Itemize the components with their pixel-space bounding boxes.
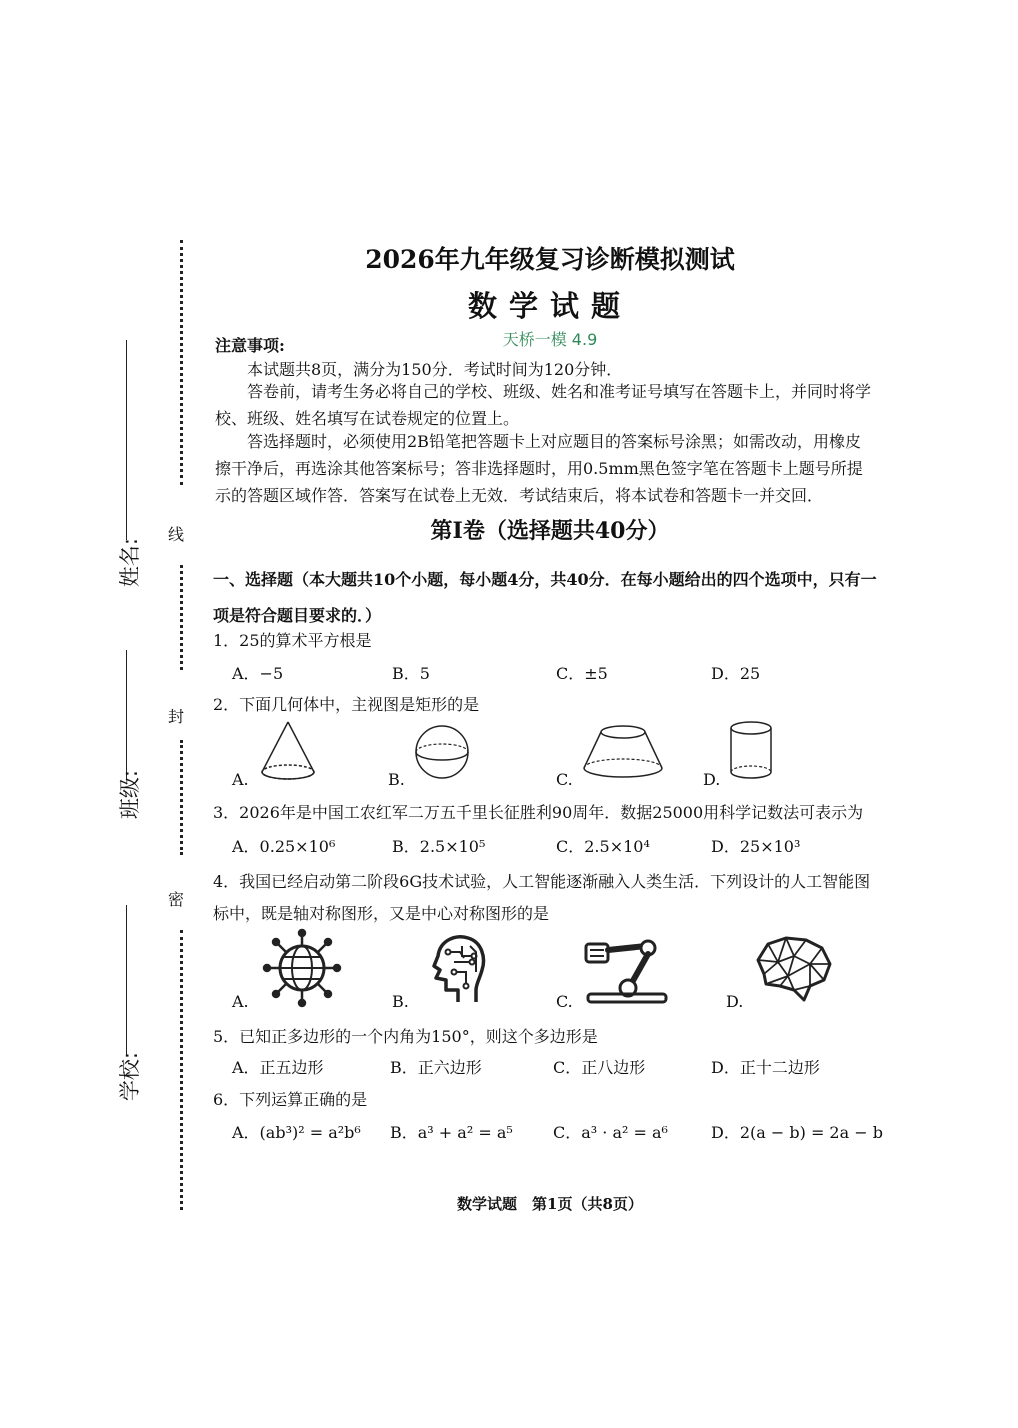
question-2-option-d: D. — [703, 770, 721, 789]
school-underline — [126, 905, 127, 1055]
notice-paragraph-3: 答选择题时，必须使用2B铅笔把答题卡上对应题目的答案标号涂黑；如需改动，用橡皮擦干净后，再选涂其他答案标号；答非选择题时，用0.5mm黑色签字笔在答题卡上题号所提示的答题区域作答．答案写在试卷上无效．考试结束后，将本试卷和答题卡一并交回． — [215, 432, 863, 505]
section-title: 第Ⅰ卷（选择题共40分） — [430, 518, 670, 544]
school-label: 学校: — [118, 1052, 142, 1102]
question-2-option-b: B. — [388, 770, 405, 789]
cone-icon — [258, 720, 318, 782]
question-1-option-d: D．25 — [711, 664, 761, 683]
question-4-option-c: C. — [556, 992, 573, 1011]
seal-dotted-line-4 — [180, 930, 183, 1210]
question-5-option-b: B．正六边形 — [390, 1058, 482, 1077]
name-label: 姓名: — [118, 538, 142, 588]
seal-char-line: 线 — [168, 525, 185, 544]
question-1-option-a: A．−5 — [232, 664, 284, 683]
question-1-option-b: B．5 — [392, 664, 430, 683]
frustum-icon — [580, 724, 666, 780]
question-6-option-a: A．(ab³)² = a²b⁶ — [232, 1123, 361, 1142]
question-4-stem: 4．我国已经启动第二阶段6G技术试验，人工智能逐渐融入人类生活．下列设计的人工智能图标中，既是轴对称图形，又是中心对称图形的是 — [213, 872, 871, 923]
notice-title: 注意事项: — [215, 336, 285, 355]
section-intro: 一、选择题（本大题共10个小题，每小题4分，共40分．在每小题给出的四个选项中，只有一项是符合题目要求的．） — [213, 570, 877, 625]
class-underline — [126, 650, 127, 780]
seal-char-seal: 封 — [168, 707, 185, 726]
class-label: 班级: — [118, 770, 142, 820]
polygon-brain-icon — [754, 934, 832, 1004]
ai-head-icon — [418, 932, 488, 1004]
question-3-option-d: D．25×10³ — [711, 837, 801, 856]
question-2-option-a: A. — [232, 770, 249, 789]
seal-dotted-line-2 — [180, 565, 183, 670]
question-6-option-d: D．2(a − b) = 2a − b — [711, 1123, 883, 1142]
question-4-option-b: B. — [392, 992, 409, 1011]
question-3-stem: 3．2026年是中国工农红军二万五千里长征胜利90周年．数据25000用科学记数法可表示为 — [213, 803, 864, 822]
question-2-option-c: C. — [556, 770, 573, 789]
question-2-stem: 2．下面几何体中，主视图是矩形的是 — [213, 695, 480, 714]
question-5-option-d: D．正十二边形 — [711, 1058, 820, 1077]
question-5-option-a: A．正五边形 — [232, 1058, 324, 1077]
question-3-option-b: B．2.5×10⁵ — [392, 837, 486, 856]
exam-title: 2026年九年级复习诊断模拟测试 — [365, 245, 735, 274]
seal-char-secret: 密 — [168, 890, 185, 909]
question-1-option-c: C．±5 — [556, 664, 608, 683]
question-5-option-c: C．正八边形 — [553, 1058, 646, 1077]
exam-stamp: 天桥一模 4.9 — [502, 330, 598, 349]
question-1-stem: 1．25的算术平方根是 — [213, 631, 372, 650]
sphere-icon — [414, 724, 470, 780]
question-3-option-c: C．2.5×10⁴ — [556, 837, 650, 856]
question-6-stem: 6．下列运算正确的是 — [213, 1090, 368, 1109]
subject-title: 数学试题 — [467, 289, 632, 323]
question-5-stem: 5．已知正多边形的一个内角为150°，则这个多边形是 — [213, 1027, 598, 1046]
seal-dotted-line-3 — [180, 740, 183, 855]
globe-network-icon — [264, 930, 340, 1006]
question-6-option-c: C．a³ · a² = a⁶ — [553, 1123, 668, 1142]
question-4-option-a: A. — [232, 992, 249, 1011]
robot-arm-icon — [584, 936, 670, 1004]
question-6-option-b: B．a³ + a² = a⁵ — [390, 1123, 513, 1142]
notice-paragraph-1: 本试题共8页，满分为150分．考试时间为120分钟． — [247, 360, 623, 379]
question-4-option-d: D. — [726, 992, 744, 1011]
seal-dotted-line-1 — [180, 240, 183, 485]
cylinder-icon — [728, 720, 774, 782]
question-3-option-a: A．0.25×10⁶ — [232, 837, 336, 856]
notice-paragraph-2: 答卷前，请考生务必将自己的学校、班级、姓名和准考证号填写在答题卡上，并同时将学校、班级、姓名填写在试卷规定的位置上。 — [215, 382, 872, 428]
name-underline — [126, 340, 127, 540]
page-footer: 数学试题 第1页（共8页） — [457, 1195, 643, 1213]
